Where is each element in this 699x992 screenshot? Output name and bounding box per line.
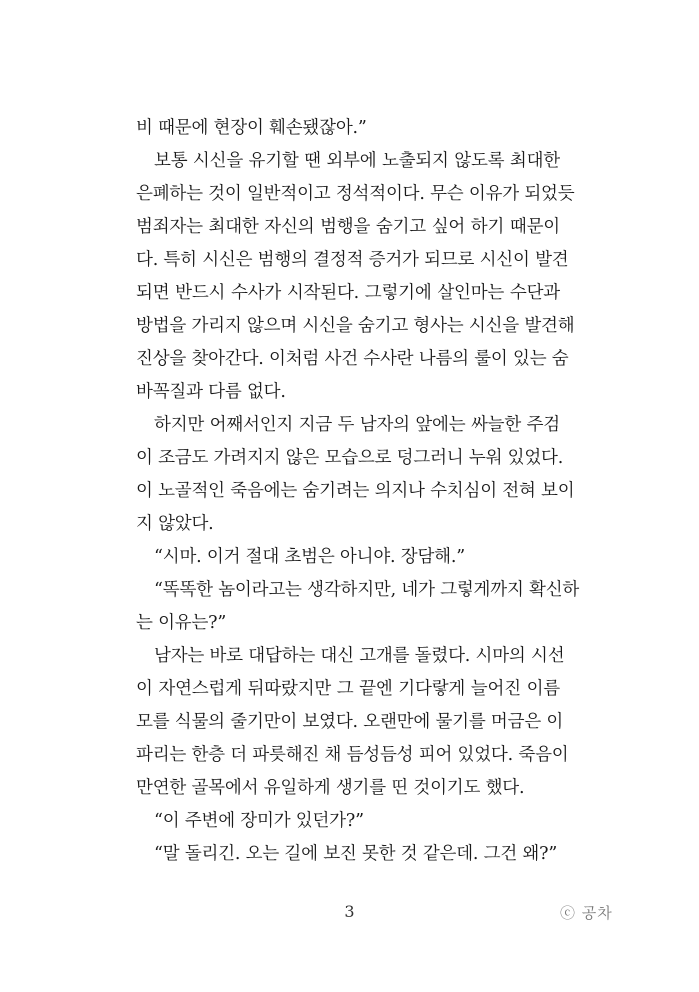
text-line: “시마. 이거 절대 초범은 아니야. 장담해.”	[154, 547, 465, 567]
text-line: 는 이유는?”	[136, 613, 227, 633]
text-line: “말 돌리긴. 오는 길에 보진 못한 것 같은데. 그건 왜?”	[154, 844, 558, 864]
text-line: “이 주변에 장미가 있던가?”	[154, 811, 364, 831]
text-line: 만연한 골목에서 유일하게 생기를 띤 것이기도 했다.	[136, 778, 525, 798]
text-line: 보통 시신을 유기할 땐 외부에 노출되지 않도록 최대한	[154, 151, 560, 171]
text-line: 이 노골적인 죽음에는 숨기려는 의지나 수치심이 전혀 보이	[136, 481, 575, 501]
text-line: 비 때문에 현장이 훼손됐잖아.”	[136, 118, 367, 138]
text-line: 방법을 가리지 않으며 시신을 숨기고 형사는 시신을 발견해	[136, 316, 575, 336]
text-line: 하지만 어째서인지 지금 두 남자의 앞에는 싸늘한 주검	[154, 415, 560, 435]
copyright-notice: ⓒ 공차	[560, 904, 613, 922]
text-line: 이 자연스럽게 뒤따랐지만 그 끝엔 기다랗게 늘어진 이름	[136, 679, 560, 699]
text-line: 지 않았다.	[136, 514, 214, 534]
page-body-text	[136, 112, 580, 871]
text-line: 파리는 한층 더 파릇해진 채 듬성듬성 피어 있었다. 죽음이	[136, 745, 569, 765]
text-line: 은폐하는 것이 일반적이고 정석적이다. 무슨 이유가 되었듯	[136, 184, 575, 204]
text-line: 범죄자는 최대한 자신의 범행을 숨기고 싶어 하기 때문이	[136, 217, 560, 237]
text-line: 남자는 바로 대답하는 대신 고개를 돌렸다. 시마의 시선	[154, 646, 565, 666]
text-line: 다. 특히 시신은 범행의 결정적 증거가 되므로 시신이 발견	[136, 250, 569, 270]
text-line: 이 조금도 가려지지 않은 모습으로 덩그러니 누워 있었다.	[136, 448, 564, 468]
text-line: 진상을 찾아간다. 이처럼 사건 수사란 나름의 룰이 있는 숨	[136, 349, 569, 369]
text-line: 모를 식물의 줄기만이 보였다. 오랜만에 물기를 머금은 이	[136, 712, 564, 732]
text-line: 되면 반드시 수사가 시작된다. 그렇기에 살인마는 수단과	[136, 283, 560, 303]
page-number: 3	[344, 902, 355, 921]
text-line: “똑똑한 놈이라고는 생각하지만, 네가 그렇게까지 확신하	[154, 580, 580, 600]
text-line: 바꼭질과 다름 없다.	[136, 382, 286, 402]
